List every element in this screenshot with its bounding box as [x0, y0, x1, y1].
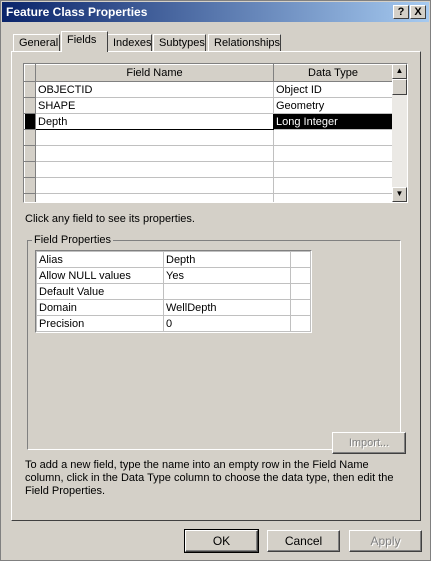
row-selector[interactable]: [25, 146, 36, 162]
fields-grid[interactable]: [23, 63, 408, 203]
scroll-up-arrow-icon[interactable]: ▲: [392, 64, 407, 79]
property-row[interactable]: [37, 268, 311, 284]
data-type-cell[interactable]: Long Integer: [274, 114, 393, 130]
data-type-cell[interactable]: [274, 194, 393, 204]
property-gutter: [291, 252, 311, 268]
data-type-cell[interactable]: [274, 178, 393, 194]
instructions-text: To add a new field, type the name into an empty row in the Field Name column, click in the Data Type column to choose the data type, then edit the Field Properties.: [25, 459, 394, 497]
cancel-button[interactable]: Cancel: [267, 530, 340, 552]
field-name-cell[interactable]: SHAPE: [36, 98, 274, 114]
property-value[interactable]: Yes: [164, 268, 291, 284]
fields-grid-scrollbar[interactable]: [392, 64, 407, 202]
property-label: Alias: [37, 252, 164, 268]
property-value[interactable]: Depth: [164, 252, 291, 268]
tab-indexes[interactable]: Indexes: [107, 34, 152, 51]
row-selector[interactable]: [25, 98, 36, 114]
table-row[interactable]: [25, 130, 393, 146]
field-name-cell[interactable]: [36, 178, 274, 194]
row-selector[interactable]: [25, 82, 36, 98]
window-title: Feature Class Properties: [6, 5, 148, 19]
tab-relationships[interactable]: Relationships: [208, 34, 281, 51]
data-type-cell[interactable]: [274, 162, 393, 178]
property-label: Domain: [37, 300, 164, 316]
table-row[interactable]: [25, 162, 393, 178]
data-type-cell[interactable]: Object ID: [274, 82, 393, 98]
column-header-field-name[interactable]: Field Name: [36, 65, 274, 82]
field-name-cell[interactable]: [36, 130, 274, 146]
property-gutter: [291, 268, 311, 284]
data-type-cell[interactable]: [274, 130, 393, 146]
row-selector-current[interactable]: [25, 114, 36, 130]
row-selector[interactable]: [25, 194, 36, 204]
close-button[interactable]: X: [410, 5, 426, 19]
table-row[interactable]: [25, 178, 393, 194]
data-type-cell[interactable]: Geometry: [274, 98, 393, 114]
row-selector[interactable]: [25, 178, 36, 194]
property-value[interactable]: [164, 284, 291, 300]
field-name-cell[interactable]: [36, 146, 274, 162]
field-name-cell[interactable]: [36, 162, 274, 178]
title-bar: [2, 2, 429, 22]
property-row[interactable]: [37, 300, 311, 316]
grid-corner: [25, 65, 36, 82]
apply-button[interactable]: Apply: [349, 530, 422, 552]
table-row[interactable]: [25, 98, 393, 114]
tab-subtypes[interactable]: Subtypes: [153, 34, 206, 51]
data-type-cell[interactable]: [274, 146, 393, 162]
field-name-cell[interactable]: Depth: [36, 114, 274, 130]
table-row-selected[interactable]: [25, 114, 393, 130]
grid-header: [25, 65, 393, 82]
property-gutter: [291, 300, 311, 316]
property-gutter: [291, 316, 311, 332]
row-selector[interactable]: [25, 162, 36, 178]
property-row[interactable]: [37, 252, 311, 268]
tab-general[interactable]: General: [13, 34, 60, 51]
field-properties-title: Field Properties: [34, 234, 112, 246]
property-label: Precision: [37, 316, 164, 332]
ok-button[interactable]: OK: [185, 530, 258, 552]
property-value[interactable]: 0: [164, 316, 291, 332]
table-row[interactable]: [25, 146, 393, 162]
property-row[interactable]: [37, 316, 311, 332]
tab-fields[interactable]: Fields: [61, 31, 108, 52]
field-name-cell[interactable]: [36, 194, 274, 204]
scroll-down-arrow-icon[interactable]: ▼: [392, 187, 407, 202]
field-properties-grid[interactable]: [35, 250, 312, 333]
scroll-thumb[interactable]: [392, 79, 407, 95]
property-label: Default Value: [37, 284, 164, 300]
field-name-cell[interactable]: OBJECTID: [36, 82, 274, 98]
column-header-data-type[interactable]: Data Type: [274, 65, 393, 82]
help-button[interactable]: ?: [393, 5, 409, 19]
import-button[interactable]: Import...: [332, 432, 406, 454]
table-row[interactable]: [25, 82, 393, 98]
row-selector[interactable]: [25, 130, 36, 146]
property-gutter: [291, 284, 311, 300]
property-label: Allow NULL values: [37, 268, 164, 284]
grid-hint-text: Click any field to see its properties.: [25, 213, 195, 225]
table-row[interactable]: [25, 194, 393, 204]
property-row[interactable]: [37, 284, 311, 300]
property-value[interactable]: WellDepth: [164, 300, 291, 316]
